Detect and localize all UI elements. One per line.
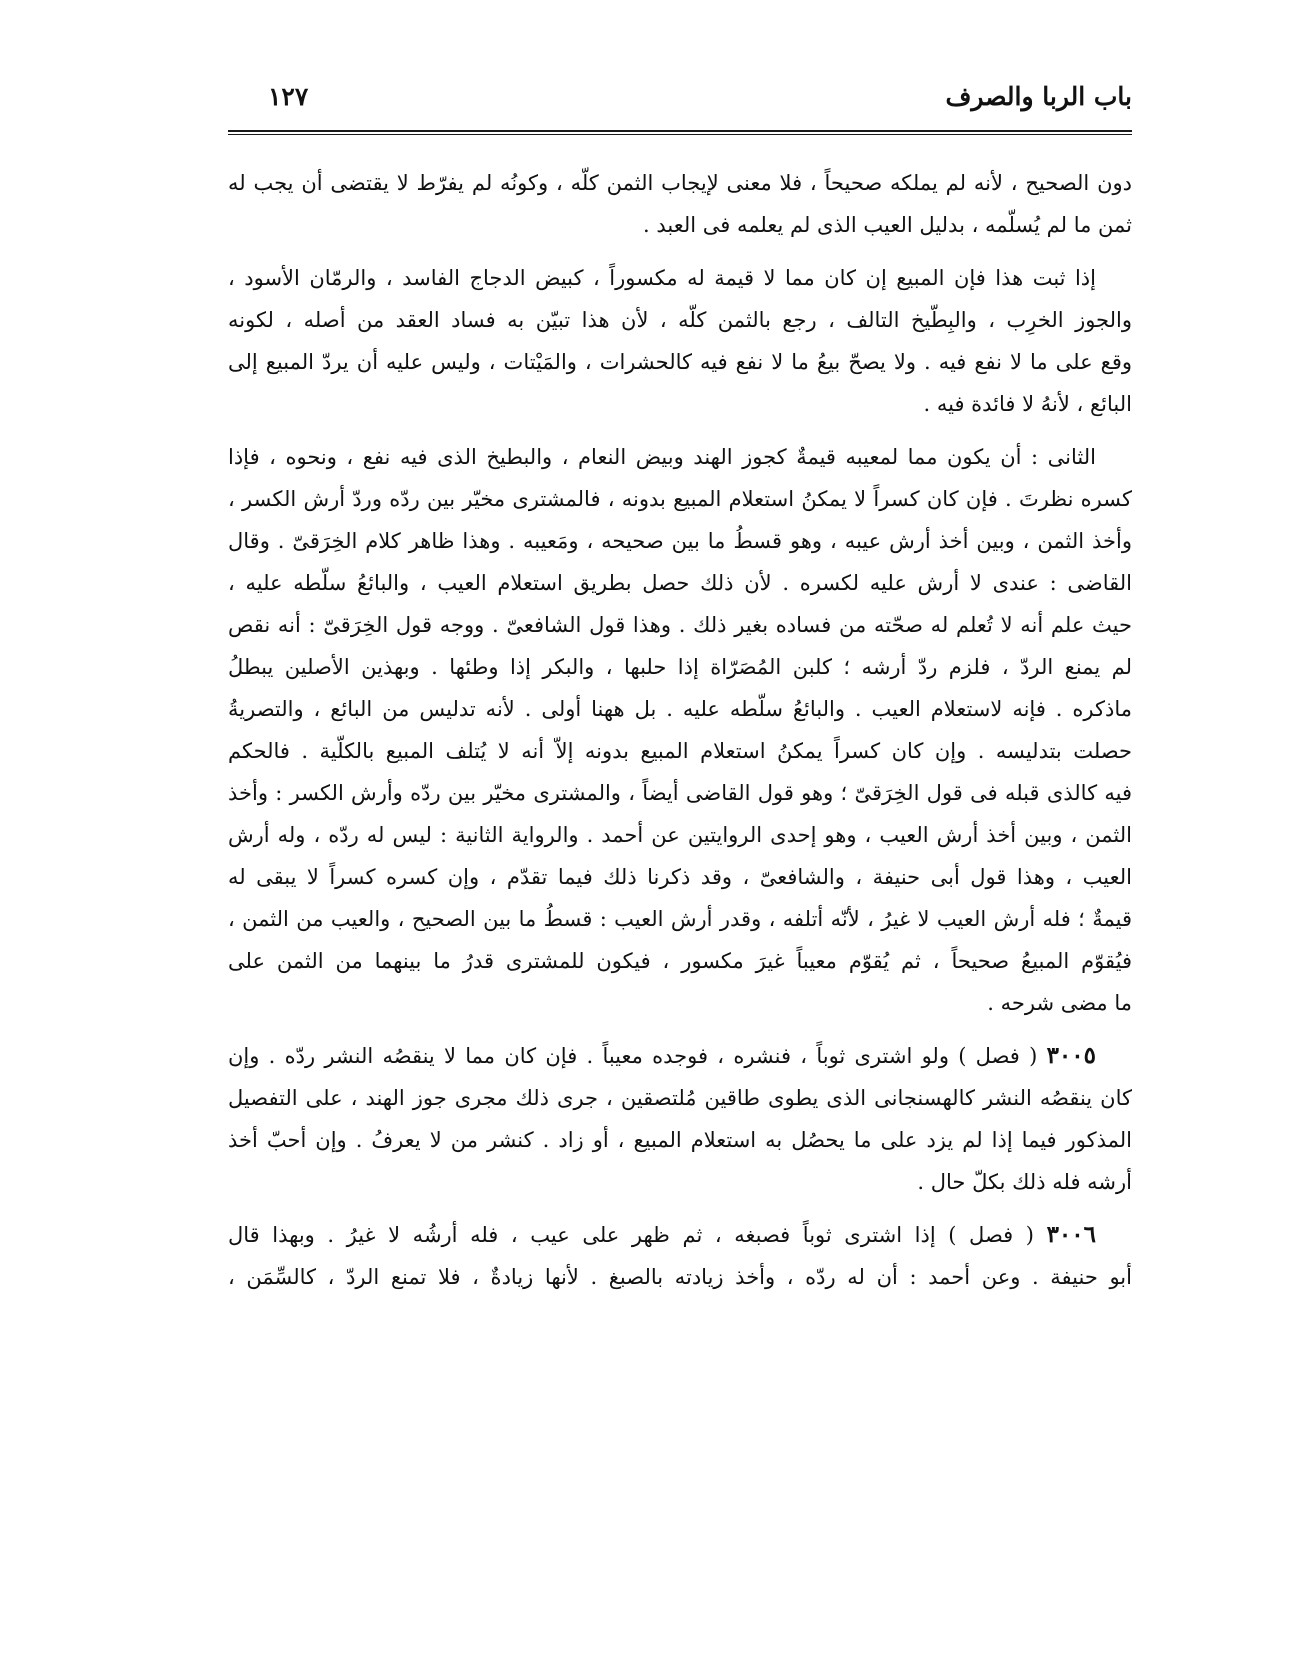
text-line: القاضى : عندى لا أرش عليه لكسره . لأن ذلك حصل بطريق استعلام العيب ، والبائعُ سلّطه عليه ، [228,571,1132,595]
text-line: ثمن ما لم يُسلّمه ، بدليل العيب الذى لم يعلمه فى العبد . [643,213,1132,237]
text-line [228,1035,1132,1077]
text-line: لم يمنع الردّ ، فلزم ردّ أرشه ؛ كلبن المُصَرّاة إذا حلبها ، والبكر إذا وطئها . وبهذين الأصلين يبطلُ [228,655,1132,679]
running-title: باب الربا والصرف [945,82,1132,111]
text-line: البائع ، لأنهُ لا فائدة فيه . [923,392,1132,416]
text-line: ما مضى شرحه . [987,991,1132,1015]
paragraph [228,257,1132,425]
text-line: فيه كالذى قبله فى قول الخِرَقىّ ؛ وهو قول القاضى أيضاً ، والمشترى مخيّر بين ردّه وأرش الكسر : وأخذ [228,781,1132,805]
text-line: كان ينقصُه النشر كالهسنجانى الذى يطوى طاقين مُلتصقين ، جرى ذلك مجرى جوز الهند ، على التفصيل [228,1086,1132,1110]
text-line [228,1214,1132,1256]
text-line: المذكور فيما إذا لم يزد على ما يحصُل به استعلام المبيع ، أو زاد . كنشر من لا يعرفُ . وإن أحبّ أخذ [228,1128,1132,1152]
text-line: أبو حنيفة . وعن أحمد : أن له ردّه ، وأخذ زيادته بالصبغ . لأنها زيادةٌ ، فلا تمنع الردّ ، كالسِّمَن ، [228,1265,1132,1289]
section-number: ٣٠٠٦ [1046,1221,1096,1248]
section-number: ٣٠٠٥ [1046,1042,1096,1069]
text-line: فيُقوّم المبيعُ صحيحاً ، ثم يُقوّم معيباً غيرَ مكسور ، فيكون للمشترى قدرُ ما بينهما من الثمن على [228,949,1132,973]
paragraph [228,436,1132,1024]
paragraph [228,162,1132,246]
body-text [228,162,1132,1309]
section-paragraph [228,1214,1132,1298]
text-line: ماذكره . فإنه لاستعلام العيب . والبائعُ سلّطه عليه . بل ههنا أولى . لأنه تدليس من البائع ، والتصريةُ [228,697,1132,721]
text-line: والجوز الخرِب ، والبِطّيخ التالف ، رجع بالثمن كلّه ، لأن هذا تبيّن به فساد العقد من أصله ، لكونه [228,308,1132,332]
header-rule-thin [228,134,1132,135]
text-line: أرشه فله ذلك بكلّ حال . [917,1170,1132,1194]
text-line: وأخذ الثمن ، وبين أخذ أرش عيبه ، وهو قسطُ ما بين صحيحه ، ومَعيبه . وهذا ظاهر كلام الخِرَقىّ . وقال [228,529,1132,553]
text-line: العيب ، وهذا قول أبى حنيفة ، والشافعىّ ، وقد ذكرنا ذلك فيما تقدّم ، وإن كسره كسراً لا يبقى له [228,865,1132,889]
text-line: دون الصحيح ، لأنه لم يملكه صحيحاً ، فلا معنى لإيجاب الثمن كلّه ، وكونُه لم يفرّط لا يقتضى أن يجب له [228,171,1132,195]
header-rule [228,130,1132,132]
text-line: حصلت بتدليسه . وإن كان كسراً يمكنُ استعلام المبيع بدونه إلاّ أنه لا يُتلف المبيع بالكلّية . فالحكم [228,739,1132,763]
page-number: ١٢٧ [268,82,309,111]
text-line: إذا ثبت هذا فإن المبيع إن كان مما لا قيمة له مكسوراً ، كبيض الدجاج الفاسد ، والرمّان الأسود ، [228,266,1096,290]
section-paragraph [228,1035,1132,1203]
text-line: قيمةٌ ؛ فله أرش العيب لا غيرُ ، لأنّه أتلفه ، وقدر أرش العيب : قسطُ ما بين الصحيح ، والعيب من الثمن ، [228,907,1132,931]
text-line: وقع على ما لا نفع فيه . ولا يصحّ بيعُ ما لا نفع فيه كالحشرات ، والمَيْتات ، وليس عليه أن يردّ المبيع إلى [228,350,1132,374]
section-first-line: ( فصل ) إذا اشترى ثوباً فصبغه ، ثم ظهر على عيب ، فله أرشُه لا غيرُ . وبهذا قال [228,1223,1034,1247]
text-line: الثمن ، وبين أخذ أرش العيب ، وهو إحدى الروايتين عن أحمد . والرواية الثانية : ليس له ردّه ، وله أرش [228,823,1132,847]
page-header [228,82,1132,122]
text-line: كسره نظرتَ . فإن كان كسراً لا يمكنُ استعلام المبيع بدونه ، فالمشترى مخيّر بين ردّه وردّ أرش الكسر ، [228,487,1132,511]
text-line: حيث علم أنه لا تُعلم له صحّته من فساده بغير ذلك . وهذا قول الشافعىّ . ووجه قول الخِرَقىّ : أنه نقص [228,613,1132,637]
section-first-line: ( فصل ) ولو اشترى ثوباً ، فنشره ، فوجده معيباً . فإن كان مما لا ينقصُه النشر ردّه . وإن [228,1044,1038,1068]
text-line: الثانى : أن يكون مما لمعيبه قيمةٌ كجوز الهند وبيض النعام ، والبطيخ الذى فيه نفع ، ونحوه ، فإذا [228,445,1096,469]
